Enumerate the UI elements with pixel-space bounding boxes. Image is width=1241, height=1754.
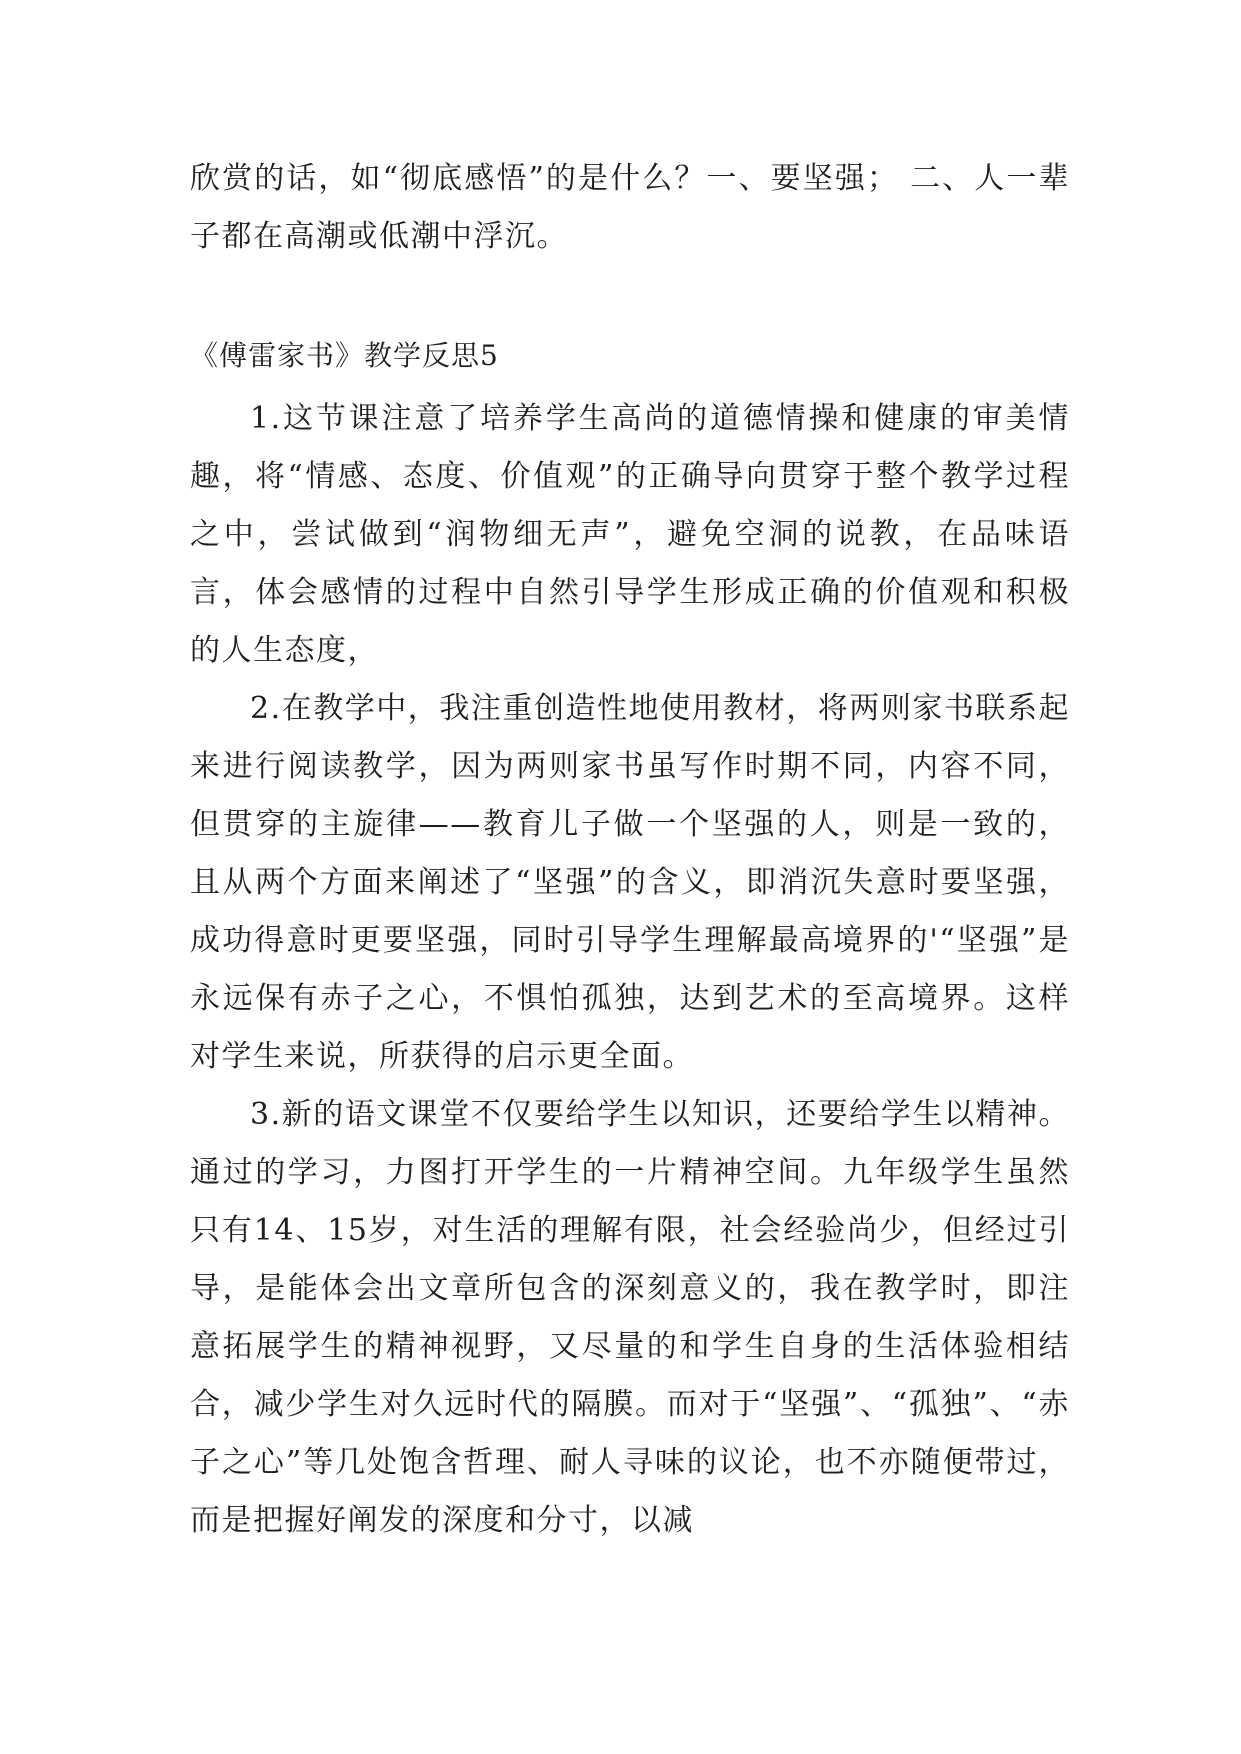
continuation-paragraph: 欣赏的话，如“彻底感悟”的是什么？一、要坚强； 二、人一辈子都在高潮或低潮中浮沉。 [190,161,1070,254]
paragraph-1: 1.这节课注意了培养学生高尚的道德情操和健康的审美情趣，将“情感、态度、价值观”的正确导向贯穿于整个教学过程之中，尝试做到“润物细无声”，避免空洞的说教，在品味语言，体会感情的过程中自然引导学生形成正确的价值观和积极的人生态度， [190,401,1070,668]
body-text [190,390,1070,1550]
paragraph-2: 2.在教学中，我注重创造性地使用教材，将两则家书联系起来进行阅读教学，因为两则家书虽写作时期不同，内容不同，但贯穿的主旋律——教育儿子做一个坚强的人，则是一致的，且从两个方面来阐述了“坚强”的含义，即消沉失意时要坚强，成功得意时更要坚强，同时引导学生理解最高境界的'“坚强”是永远保有赤子之心，不惧怕孤独，达到艺术的至高境界。这样对学生来说，所获得的启示更全面。 [190,691,1070,1074]
section-heading: 《傅雷家书》教学反思5 [190,339,499,372]
paragraph-3: 3.新的语文课堂不仅要给学生以知识，还要给学生以精神。通过的学习，力图打开学生的一片精神空间。九年级学生虽然只有14、15岁，对生活的理解有限，社会经验尚少，但经过引导，是能体会出文章所包含的深刻意义的，我在教学时，即注意拓展学生的精神视野，又尽量的和学生自身的生活体验相结合，减少学生对久远时代的隔膜。而对于“坚强”、“孤独”、“赤子之心”等几处饱含哲理、耐人寻味的议论，也不亦随便带过，而是把握好阐发的深度和分寸，以减 [190,1097,1070,1538]
